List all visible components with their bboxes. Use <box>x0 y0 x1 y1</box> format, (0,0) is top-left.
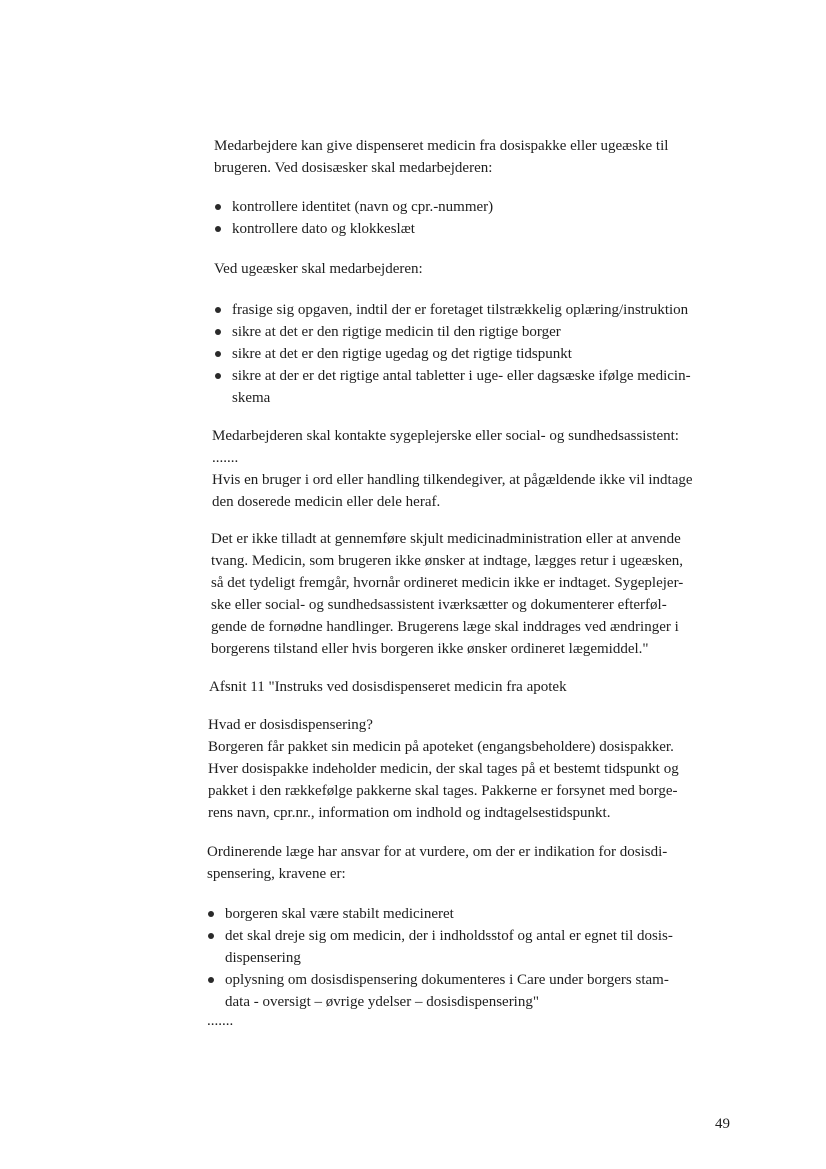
list-item: borgeren skal være stabilt medicineret <box>207 903 673 925</box>
text-line: tvang. Medicin, som brugeren ikke ønsker at indtage, lægges retur i ugeæsken, <box>211 553 683 569</box>
list-item: kontrollere dato og klokkeslæt <box>214 218 493 240</box>
text-line: Ordinerende læge har ansvar for at vurdere, om der er indikation for dosisdi- <box>207 844 668 860</box>
list-item: sikre at det er den rigtige ugedag og det rigtige tidspunkt <box>214 343 691 365</box>
text-line: så det tydeligt fremgår, hvornår ordineret medicin ikke er indtaget. Sygeplejer- <box>211 575 684 591</box>
text-line: Ved ugeæsker skal medarbejderen: <box>214 261 423 277</box>
text-line: gende de fornødne handlinger. Brugerens læge skal inddrages ved ændringer i <box>211 619 679 635</box>
text-line: Borgeren får pakket sin medicin på apoteket (engangsbeholdere) dosispakker. <box>208 739 674 755</box>
page-number: 49 <box>715 1116 730 1132</box>
list-item: kontrollere identitet (navn og cpr.-nummer) <box>214 196 493 218</box>
text-line: rens navn, cpr.nr., information om indhold og indtagelsestidspunkt. <box>208 805 611 821</box>
list-item: oplysning om dosisdispensering dokumenteres i Care under borgers stam- data - oversigt – øvrige ydelser – dosisdispensering" <box>207 969 673 1013</box>
subheading: Hvad er dosisdispensering? <box>208 717 373 733</box>
paragraph-afsnit-11 <box>209 676 567 698</box>
text-line: pakket i den rækkefølge pakkerne skal tages. Pakkerne er forsynet med borge- <box>208 783 678 799</box>
paragraph-ugeaesker <box>214 258 423 280</box>
bullet-list-krav <box>207 903 673 1013</box>
text-line: ske eller social- og sundhedsassistent iværksætter og dokumenterer efterføl- <box>211 597 667 613</box>
section-heading: Afsnit 11 "Instruks ved dosisdispenseret medicin fra apotek <box>209 679 567 695</box>
paragraph-ordinerende-laege <box>207 841 667 885</box>
text-line: den doserede medicin eller dele heraf. <box>212 494 441 510</box>
ellipsis-end: ....... <box>207 1013 234 1029</box>
paragraph-kontakt <box>212 425 693 513</box>
list-item: frasige sig opgaven, indtil der er foretaget tilstrækkelig oplæring/instruktion <box>214 299 691 321</box>
text-line: borgerens tilstand eller hvis borgeren ikke ønsker ordineret lægemiddel." <box>211 641 649 657</box>
list-item: sikre at der er det rigtige antal tabletter i uge- eller dagsæske ifølge medicin- skema <box>214 365 691 409</box>
paragraph-intro <box>214 135 668 179</box>
paragraph-dosisdispensering <box>208 714 679 824</box>
bullet-list-dosis <box>214 196 493 240</box>
list-item: sikre at det er den rigtige medicin til den rigtige borger <box>214 321 691 343</box>
bullet-list-ugeaesker <box>214 299 691 409</box>
text-line: brugeren. Ved dosisæsker skal medarbejderen: <box>214 160 493 176</box>
ellipsis: ....... <box>212 450 239 466</box>
text-line: Medarbejdere kan give dispenseret medicin fra dosispakke eller ugeæske til <box>214 138 669 154</box>
text-line: Medarbejderen skal kontakte sygeplejerske eller social- og sundhedsassistent: <box>212 428 679 444</box>
text-line: spensering, kravene er: <box>207 866 346 882</box>
text-line: Hver dosispakke indeholder medicin, der skal tages på et bestemt tidspunkt og <box>208 761 679 777</box>
text-line: Hvis en bruger i ord eller handling tilkendegiver, at pågældende ikke vil indtage <box>212 472 693 488</box>
paragraph-skjult-medicin <box>211 528 683 660</box>
list-item: det skal dreje sig om medicin, der i indholdsstof og antal er egnet til dosis- dispensering <box>207 925 673 969</box>
text-line: Det er ikke tilladt at gennemføre skjult medicinadministration eller at anvende <box>211 531 681 547</box>
